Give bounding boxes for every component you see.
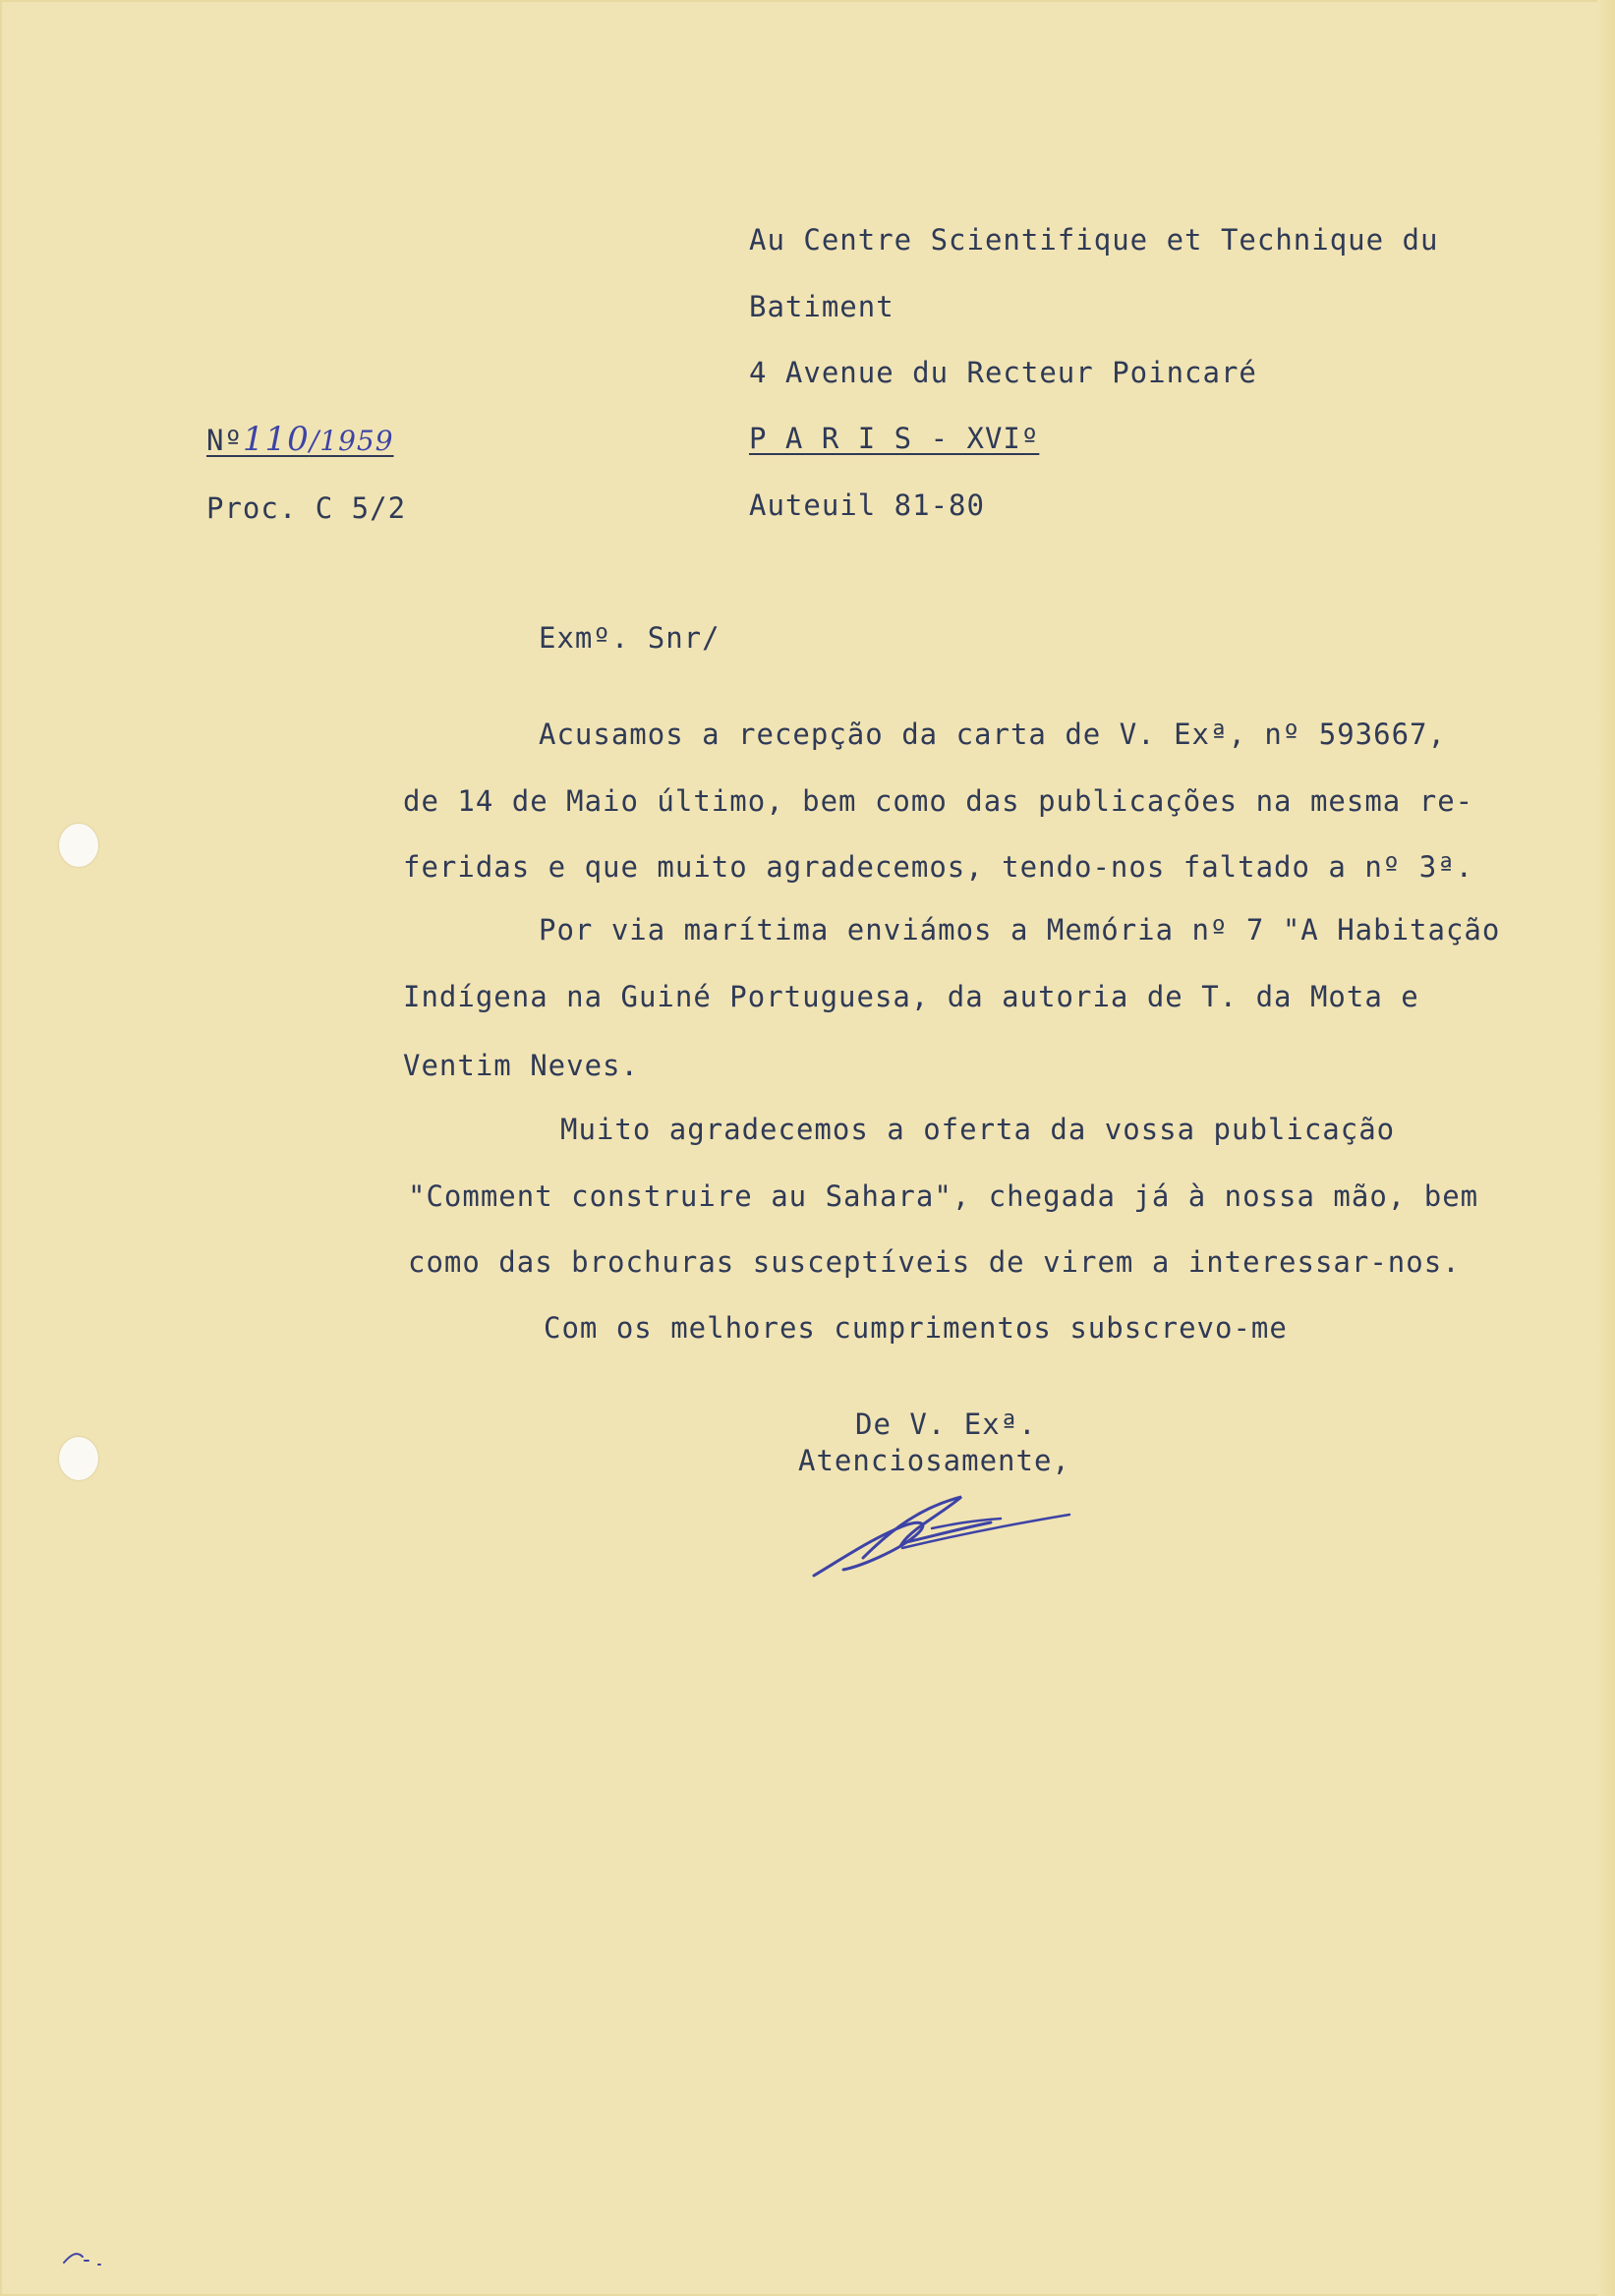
paragraph-2-line-2: Indígena na Guiné Portuguesa, da autoria de T. da Mota e [403, 980, 1419, 1013]
recipient-city: P A R I S - XVIº [749, 422, 1040, 455]
paragraph-1-line-1: Acusamos a recepção da carta de V. Exª, nº 593667, [539, 718, 1446, 751]
reference-prefix: Nº [206, 424, 243, 457]
paragraph-1-line-2: de 14 de Maio último, bem como das publicações na mesma re- [403, 784, 1474, 818]
paragraph-4-line-1: Com os melhores cumprimentos subscrevo-me [544, 1311, 1288, 1345]
recipient-line-2: Batiment [749, 290, 894, 323]
recipient-phone: Auteuil 81-80 [749, 488, 985, 522]
punch-hole-bottom [59, 1437, 98, 1480]
paragraph-3-line-2: "Comment construire au Sahara", chegada já à nossa mão, bem [408, 1179, 1479, 1213]
handwritten-signature [804, 1489, 1074, 1582]
closing-line-1: De V. Exª. [855, 1407, 1037, 1441]
recipient-line-1: Au Centre Scientifique et Technique du [749, 223, 1439, 257]
paragraph-1-line-3: feridas e que muito agradecemos, tendo-nos faltado a nº 3ª. [403, 850, 1474, 884]
paper-edge [1597, 0, 1615, 2296]
process-reference: Proc. C 5/2 [206, 491, 407, 525]
pencil-mark [59, 2241, 118, 2270]
salutation: Exmº. Snr/ [539, 621, 721, 655]
paragraph-2-line-1: Por via marítima enviámos a Memória nº 7 "A Habitação [539, 913, 1501, 947]
closing-line-2: Atenciosamente, [798, 1444, 1070, 1477]
reference-number [206, 420, 394, 459]
recipient-line-3: 4 Avenue du Recteur Poincaré [749, 356, 1257, 389]
paragraph-2-line-3: Ventim Neves. [403, 1049, 639, 1082]
paragraph-3-line-1: Muito agradecemos a oferta da vossa publicação [560, 1113, 1396, 1146]
reference-handwritten-year: /1959 [309, 425, 394, 457]
reference-handwritten-number: 110 [242, 420, 310, 459]
paragraph-3-line-3: como das brochuras susceptíveis de virem a interessar-nos. [408, 1245, 1461, 1279]
punch-hole-top [59, 824, 98, 867]
